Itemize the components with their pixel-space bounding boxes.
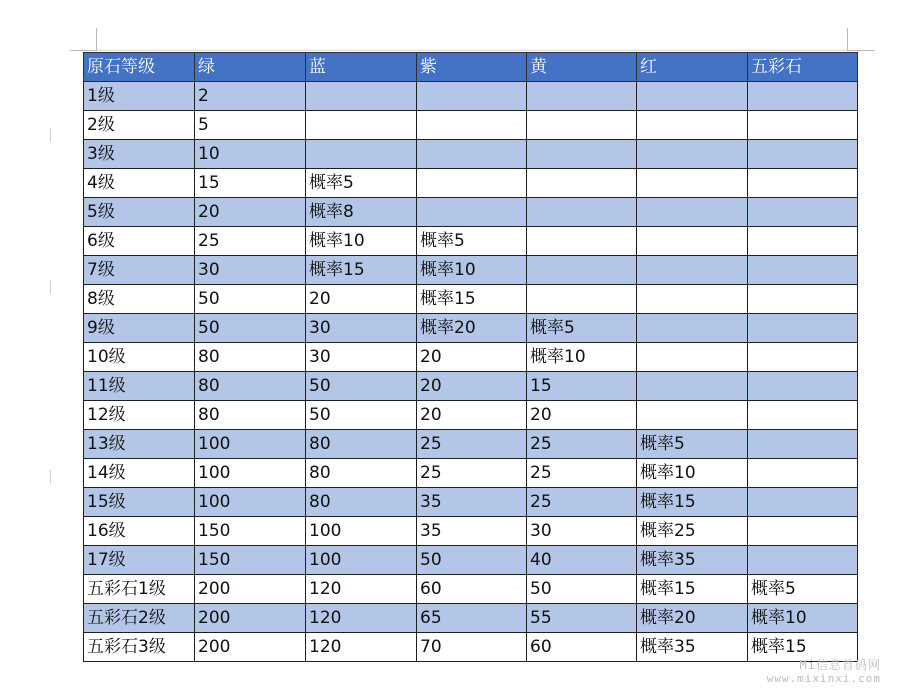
page-corner-mark-right: [847, 28, 848, 50]
stone-grade-table: [83, 52, 858, 662]
value-cell: [637, 314, 748, 343]
value-cell: 概率10: [306, 227, 417, 256]
grade-cell: 3级: [84, 140, 195, 169]
value-cell: [748, 459, 858, 488]
value-cell: 25: [417, 430, 527, 459]
value-cell: 概率10: [748, 604, 858, 633]
grade-cell: 8级: [84, 285, 195, 314]
grade-cell: 15级: [84, 488, 195, 517]
value-cell: 概率20: [637, 604, 748, 633]
value-cell: 15: [527, 372, 637, 401]
value-cell: 50: [195, 285, 306, 314]
table-row: [84, 488, 858, 517]
value-cell: 概率10: [527, 343, 637, 372]
value-cell: 20: [417, 372, 527, 401]
value-cell: 概率15: [637, 575, 748, 604]
column-header: 蓝: [306, 53, 417, 82]
value-cell: [306, 140, 417, 169]
value-cell: 概率5: [748, 575, 858, 604]
table-row: [84, 343, 858, 372]
value-cell: [306, 111, 417, 140]
value-cell: 35: [417, 517, 527, 546]
grade-cell: 13级: [84, 430, 195, 459]
value-cell: [748, 227, 858, 256]
value-cell: 200: [195, 604, 306, 633]
value-cell: [748, 546, 858, 575]
value-cell: 5: [195, 111, 306, 140]
value-cell: [637, 111, 748, 140]
value-cell: [637, 343, 748, 372]
column-header: 绿: [195, 53, 306, 82]
value-cell: 概率35: [637, 633, 748, 662]
value-cell: 80: [195, 401, 306, 430]
table-row: [84, 372, 858, 401]
value-cell: 20: [195, 198, 306, 227]
value-cell: 20: [306, 285, 417, 314]
grade-cell: 16级: [84, 517, 195, 546]
table-row: [84, 285, 858, 314]
value-cell: 60: [417, 575, 527, 604]
value-cell: 25: [417, 459, 527, 488]
value-cell: [417, 169, 527, 198]
value-cell: 概率5: [306, 169, 417, 198]
value-cell: [417, 111, 527, 140]
value-cell: 150: [195, 517, 306, 546]
value-cell: 概率15: [417, 285, 527, 314]
column-header: 红: [637, 53, 748, 82]
value-cell: 30: [306, 343, 417, 372]
value-cell: 概率15: [306, 256, 417, 285]
watermark-title: Mi信息首码网: [799, 658, 881, 672]
value-cell: 80: [195, 343, 306, 372]
value-cell: 55: [527, 604, 637, 633]
table-row: [84, 198, 858, 227]
value-cell: 概率5: [417, 227, 527, 256]
value-cell: 概率35: [637, 546, 748, 575]
value-cell: [637, 256, 748, 285]
value-cell: 200: [195, 575, 306, 604]
grade-cell: 五彩石3级: [84, 633, 195, 662]
column-header: 五彩石: [748, 53, 858, 82]
column-header: 黄: [527, 53, 637, 82]
value-cell: 10: [195, 140, 306, 169]
page-corner-mark-left: [96, 28, 97, 50]
value-cell: [527, 256, 637, 285]
value-cell: [748, 517, 858, 546]
grade-cell: 14级: [84, 459, 195, 488]
value-cell: [527, 198, 637, 227]
grade-cell: 7级: [84, 256, 195, 285]
value-cell: 2: [195, 82, 306, 111]
table-row: [84, 633, 858, 662]
value-cell: 100: [306, 546, 417, 575]
table-row: [84, 546, 858, 575]
table-header-row: [84, 53, 858, 82]
value-cell: [306, 82, 417, 111]
value-cell: [748, 256, 858, 285]
value-cell: [748, 169, 858, 198]
grade-cell: 4级: [84, 169, 195, 198]
value-cell: 概率5: [637, 430, 748, 459]
value-cell: 50: [195, 314, 306, 343]
grade-cell: 17级: [84, 546, 195, 575]
column-header: 紫: [417, 53, 527, 82]
value-cell: 20: [417, 343, 527, 372]
value-cell: 80: [306, 459, 417, 488]
column-header: 原石等级: [84, 53, 195, 82]
value-cell: [527, 227, 637, 256]
value-cell: 35: [417, 488, 527, 517]
value-cell: [748, 343, 858, 372]
value-cell: [748, 314, 858, 343]
value-cell: [748, 140, 858, 169]
value-cell: [637, 401, 748, 430]
value-cell: 200: [195, 633, 306, 662]
value-cell: 80: [195, 372, 306, 401]
value-cell: [527, 169, 637, 198]
value-cell: [637, 285, 748, 314]
grade-cell: 6级: [84, 227, 195, 256]
value-cell: 80: [306, 488, 417, 517]
value-cell: [527, 140, 637, 169]
value-cell: 50: [306, 401, 417, 430]
value-cell: 20: [527, 401, 637, 430]
page-side-mark: [50, 470, 51, 484]
value-cell: [748, 198, 858, 227]
value-cell: 120: [306, 604, 417, 633]
value-cell: [417, 140, 527, 169]
value-cell: [748, 488, 858, 517]
value-cell: 25: [527, 488, 637, 517]
value-cell: 20: [417, 401, 527, 430]
value-cell: 概率15: [637, 488, 748, 517]
value-cell: 25: [527, 459, 637, 488]
grade-cell: 2级: [84, 111, 195, 140]
watermark: [767, 659, 881, 685]
value-cell: [637, 372, 748, 401]
value-cell: 120: [306, 575, 417, 604]
value-cell: [527, 285, 637, 314]
table-row: [84, 575, 858, 604]
value-cell: 30: [527, 517, 637, 546]
page-side-mark: [50, 280, 51, 294]
page-corner-mark-right-horizontal: [847, 50, 875, 51]
page-side-mark: [50, 128, 51, 142]
value-cell: 120: [306, 633, 417, 662]
value-cell: [527, 82, 637, 111]
table-row: [84, 140, 858, 169]
table-row: [84, 517, 858, 546]
value-cell: 25: [195, 227, 306, 256]
table-row: [84, 111, 858, 140]
table-row: [84, 604, 858, 633]
value-cell: [417, 82, 527, 111]
value-cell: [637, 227, 748, 256]
value-cell: 100: [306, 517, 417, 546]
table-row: [84, 401, 858, 430]
grade-cell: 1级: [84, 82, 195, 111]
value-cell: 100: [195, 488, 306, 517]
value-cell: 概率5: [527, 314, 637, 343]
value-cell: 40: [527, 546, 637, 575]
value-cell: 概率20: [417, 314, 527, 343]
table-row: [84, 314, 858, 343]
value-cell: 概率8: [306, 198, 417, 227]
table-body: [84, 82, 858, 662]
table-row: [84, 227, 858, 256]
grade-cell: 11级: [84, 372, 195, 401]
value-cell: 150: [195, 546, 306, 575]
table-row: [84, 256, 858, 285]
value-cell: 100: [195, 430, 306, 459]
value-cell: [637, 198, 748, 227]
grade-cell: 5级: [84, 198, 195, 227]
value-cell: [748, 401, 858, 430]
value-cell: [637, 82, 748, 111]
value-cell: 100: [195, 459, 306, 488]
value-cell: [637, 140, 748, 169]
grade-cell: 9级: [84, 314, 195, 343]
grade-cell: 10级: [84, 343, 195, 372]
value-cell: [748, 430, 858, 459]
value-cell: [748, 372, 858, 401]
value-cell: [637, 169, 748, 198]
table-row: [84, 169, 858, 198]
value-cell: 概率10: [417, 256, 527, 285]
value-cell: 60: [527, 633, 637, 662]
value-cell: 概率10: [637, 459, 748, 488]
value-cell: 概率25: [637, 517, 748, 546]
value-cell: [748, 82, 858, 111]
table-row: [84, 430, 858, 459]
page-top-guide: [70, 50, 875, 51]
value-cell: 概率15: [748, 633, 858, 662]
value-cell: [527, 111, 637, 140]
value-cell: 30: [195, 256, 306, 285]
watermark-url: www.mixinxi.com: [766, 672, 881, 685]
value-cell: 50: [527, 575, 637, 604]
value-cell: 50: [417, 546, 527, 575]
value-cell: [748, 111, 858, 140]
value-cell: 65: [417, 604, 527, 633]
grade-cell: 12级: [84, 401, 195, 430]
grade-cell: 五彩石1级: [84, 575, 195, 604]
value-cell: [417, 198, 527, 227]
grade-cell: 五彩石2级: [84, 604, 195, 633]
page-corner-mark-left-horizontal: [70, 50, 97, 51]
table-row: [84, 459, 858, 488]
value-cell: 25: [527, 430, 637, 459]
value-cell: 70: [417, 633, 527, 662]
value-cell: 15: [195, 169, 306, 198]
table-row: [84, 82, 858, 111]
value-cell: [748, 285, 858, 314]
value-cell: 50: [306, 372, 417, 401]
value-cell: 30: [306, 314, 417, 343]
value-cell: 80: [306, 430, 417, 459]
